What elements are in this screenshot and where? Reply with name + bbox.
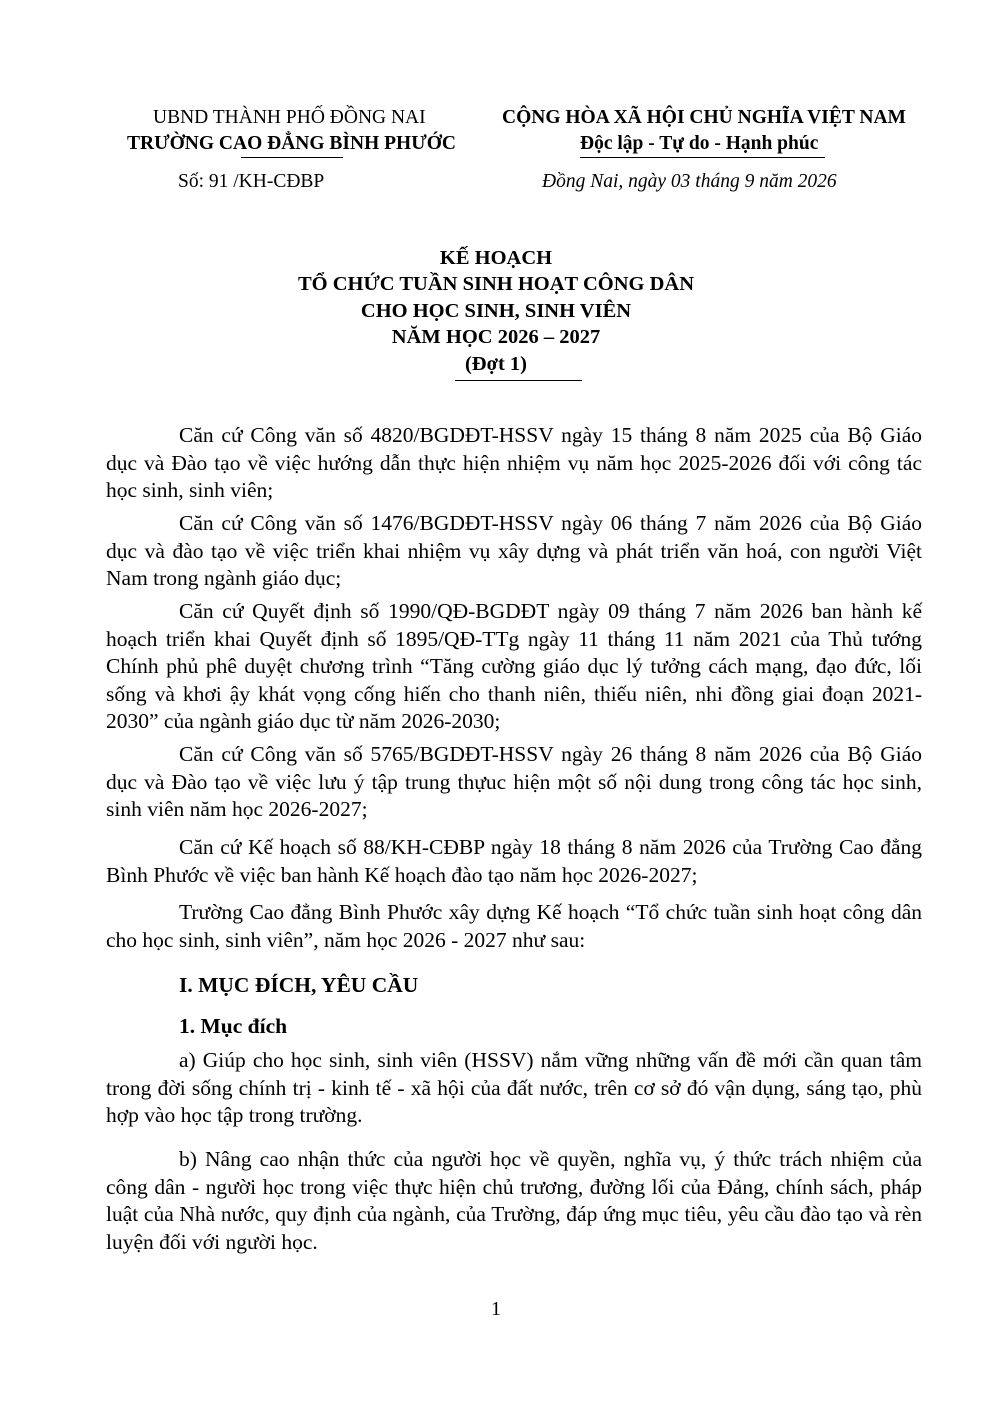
org-parent-name: UBND THÀNH PHỐ ĐỒNG NAI — [153, 107, 426, 128]
legal-basis-paragraph: Căn cứ Công văn số 1476/BGDĐT-HSSV ngày 06 tháng 7 năm 2026 của Bộ Giáo dục và đào tạo về việc triển khai nhiệm vụ xây dựng và phát triển văn hoá, con người Việt Nam trong ngành giáo dục; — [106, 511, 922, 590]
page-number: 1 — [491, 1298, 501, 1320]
document-title-line3: NĂM HỌC 2026 – 2027 — [391, 326, 601, 348]
document-number: Số: 91 /KH-CĐBP — [178, 171, 325, 192]
document-title-line4: (Đợt 1) — [464, 353, 527, 375]
legal-basis-paragraph: Căn cứ Kế hoạch số 88/KH-CĐBP ngày 18 tháng 8 năm 2026 của Trường Cao đẳng Bình Phước về việc ban hành Kế hoạch đào tạo năm học 2026-2027; — [106, 835, 922, 887]
document-title-line2: CHO HỌC SINH, SINH VIÊN — [360, 300, 632, 322]
national-motto: Độc lập - Tự do - Hạnh phúc — [580, 133, 819, 154]
legal-basis-paragraph: Căn cứ Công văn số 4820/BGDĐT-HSSV ngày 15 tháng 8 năm 2025 của Bộ Giáo dục và Đào tạo về việc hướng dẫn thực hiện nhiệm vụ năm học 2025-2026 đối với công tác học sinh, sinh viên; — [106, 423, 922, 502]
section-heading: I. MỤC ĐÍCH, YÊU CẦU — [179, 973, 419, 997]
org-name: TRƯỜNG CAO ĐẲNG BÌNH PHƯỚC — [127, 133, 456, 154]
purpose-item: b) Nâng cao nhận thức của người học về quyền, nghĩa vụ, ý thức trách nhiệm của công dân - người học trong việc thực hiện chủ trương, đường lối của Đảng, chính sách, pháp luật của Nhà nước, quy định của ngành, của Trường, đáp ứng mục tiêu, yêu cầu đào tạo và rèn luyện đối với người học. — [106, 1147, 922, 1254]
purpose-item: a) Giúp cho học sinh, sinh viên (HSSV) nắm vững những vấn đề mới cần quan tâm trong đời sống chính trị - kinh tế - xã hội của đất nước, trên cơ sở đó vận dụng, sáng tạo, phù hợp vào học tập trong trường. — [106, 1048, 922, 1127]
intro-paragraph: Trường Cao đẳng Bình Phước xây dựng Kế hoạch “Tổ chức tuần sinh hoạt công dân cho học sinh, sinh viên”, năm học 2026 - 2027 như sau: — [106, 900, 922, 952]
subsection-heading: 1. Mục đích — [179, 1014, 288, 1038]
legal-basis-paragraph: Căn cứ Công văn số 5765/BGDĐT-HSSV ngày 26 tháng 8 năm 2026 của Bộ Giáo dục và Đào tạo về việc lưu ý tập trung thựuc hiện một số nội dung trong công tác học sinh, sinh viên năm học 2026-2027; — [106, 742, 922, 821]
org-underline — [241, 157, 343, 158]
place-date: Đồng Nai, ngày 03 tháng 9 năm 2026 — [542, 171, 837, 192]
legal-basis-paragraph: Căn cứ Quyết định số 1990/QĐ-BGDĐT ngày 09 tháng 7 năm 2026 ban hành kế hoạch triển khai Quyết định số 1895/QĐ-TTg ngày 11 tháng 11 năm 2021 của Thủ tướng Chính phủ phê duyệt chương trình “Tăng cường giáo dục lý tưởng cách mạng, đạo đức, lối sống và khơi ậy khát vọng cống hiến cho thanh niên, thiếu niên, nhi đồng giai đoạn 2021-2030” của ngành giáo dục từ năm 2026-2030; — [106, 599, 922, 733]
document-title-line1: TỔ CHỨC TUẦN SINH HOẠT CÔNG DÂN — [298, 273, 694, 295]
document-type: KẾ HOẠCH — [439, 247, 553, 269]
national-title: CỘNG HÒA XÃ HỘI CHỦ NGHĨA VIỆT NAM — [502, 107, 906, 128]
title-underline — [455, 380, 582, 381]
motto-underline — [580, 157, 825, 158]
